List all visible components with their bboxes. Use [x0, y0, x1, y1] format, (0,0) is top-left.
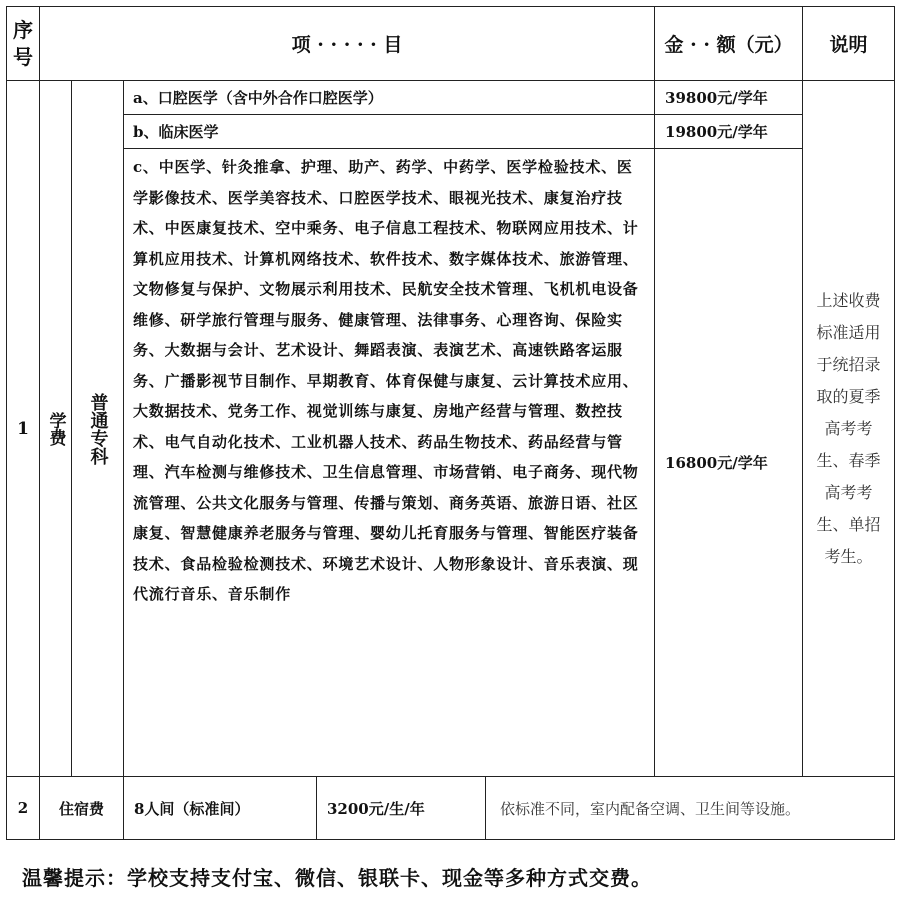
header-amount: 金 · · 额（元）: [655, 7, 803, 81]
item-a: a、口腔医学（含中外合作口腔医学）: [124, 81, 655, 115]
header-seq: 序号: [7, 7, 40, 81]
amount-c: 16800元/学年: [655, 149, 803, 777]
header-item: 项 · · · · · 目: [40, 7, 655, 81]
row2-category: 住宿费: [40, 777, 124, 840]
row2-room: 8人间（标准间）: [124, 777, 317, 840]
row1-seq: 1: [7, 81, 40, 777]
row2-note: 依标准不同，室内配备空调、卫生间等设施。: [486, 777, 895, 840]
row2-seq: 2: [7, 777, 40, 840]
header-note: 说明: [803, 7, 895, 81]
amount-b: 19800元/学年: [655, 115, 803, 149]
payment-tip: 温馨提示：学校支持支付宝、微信、银联卡、现金等多种方式交费。: [22, 866, 652, 890]
fee-table: [6, 6, 895, 840]
item-c: c、中医学、针灸推拿、护理、助产、药学、中药学、医学检验技术、医学影像技术、医学美容技术、口腔医学技术、眼视光技术、康复治疗技术、中医康复技术、空中乘务、电子信息工程技术、物联网应用技术、计算机应用技术、计算机网络技术、软件技术、数字媒体技术、旅游管理、文物修复与保护、文物展示利用技术、民航安全技术管理、飞机机电设备维修、研学旅行管理与服务、健康管理、法律事务、心理咨询、保险实务、大数据与会计、艺术设计、舞蹈表演、表演艺术、高速铁路客运服务、广播影视节目制作、早期教育、体育保健与康复、云计算技术应用、大数据技术、党务工作、视觉训练与康复、房地产经营与管理、数控技术、电气自动化技术、工业机器人技术、药品生物技术、药品经营与管理、汽车检测与维修技术、卫生信息管理、市场营销、电子商务、现代物流管理、公共文化服务与管理、传播与策划、商务英语、旅游日语、社区康复、智慧健康养老服务与管理、婴幼儿托育服务与管理、智能医疗装备技术、食品检验检测技术、环境艺术设计、人物形象设计、音乐表演、现代流行音乐、音乐制作: [124, 149, 655, 777]
row1-subcategory: 普通专科: [72, 81, 124, 777]
row1-category: 学费: [40, 81, 72, 777]
row1-note: 上述收费标准适用于统招录取的夏季高考考生、春季高考考生、单招考生。: [803, 81, 895, 777]
item-b: b、临床医学: [124, 115, 655, 149]
amount-a: 39800元/学年: [655, 81, 803, 115]
row2-amount: 3200元/生/年: [317, 777, 486, 840]
